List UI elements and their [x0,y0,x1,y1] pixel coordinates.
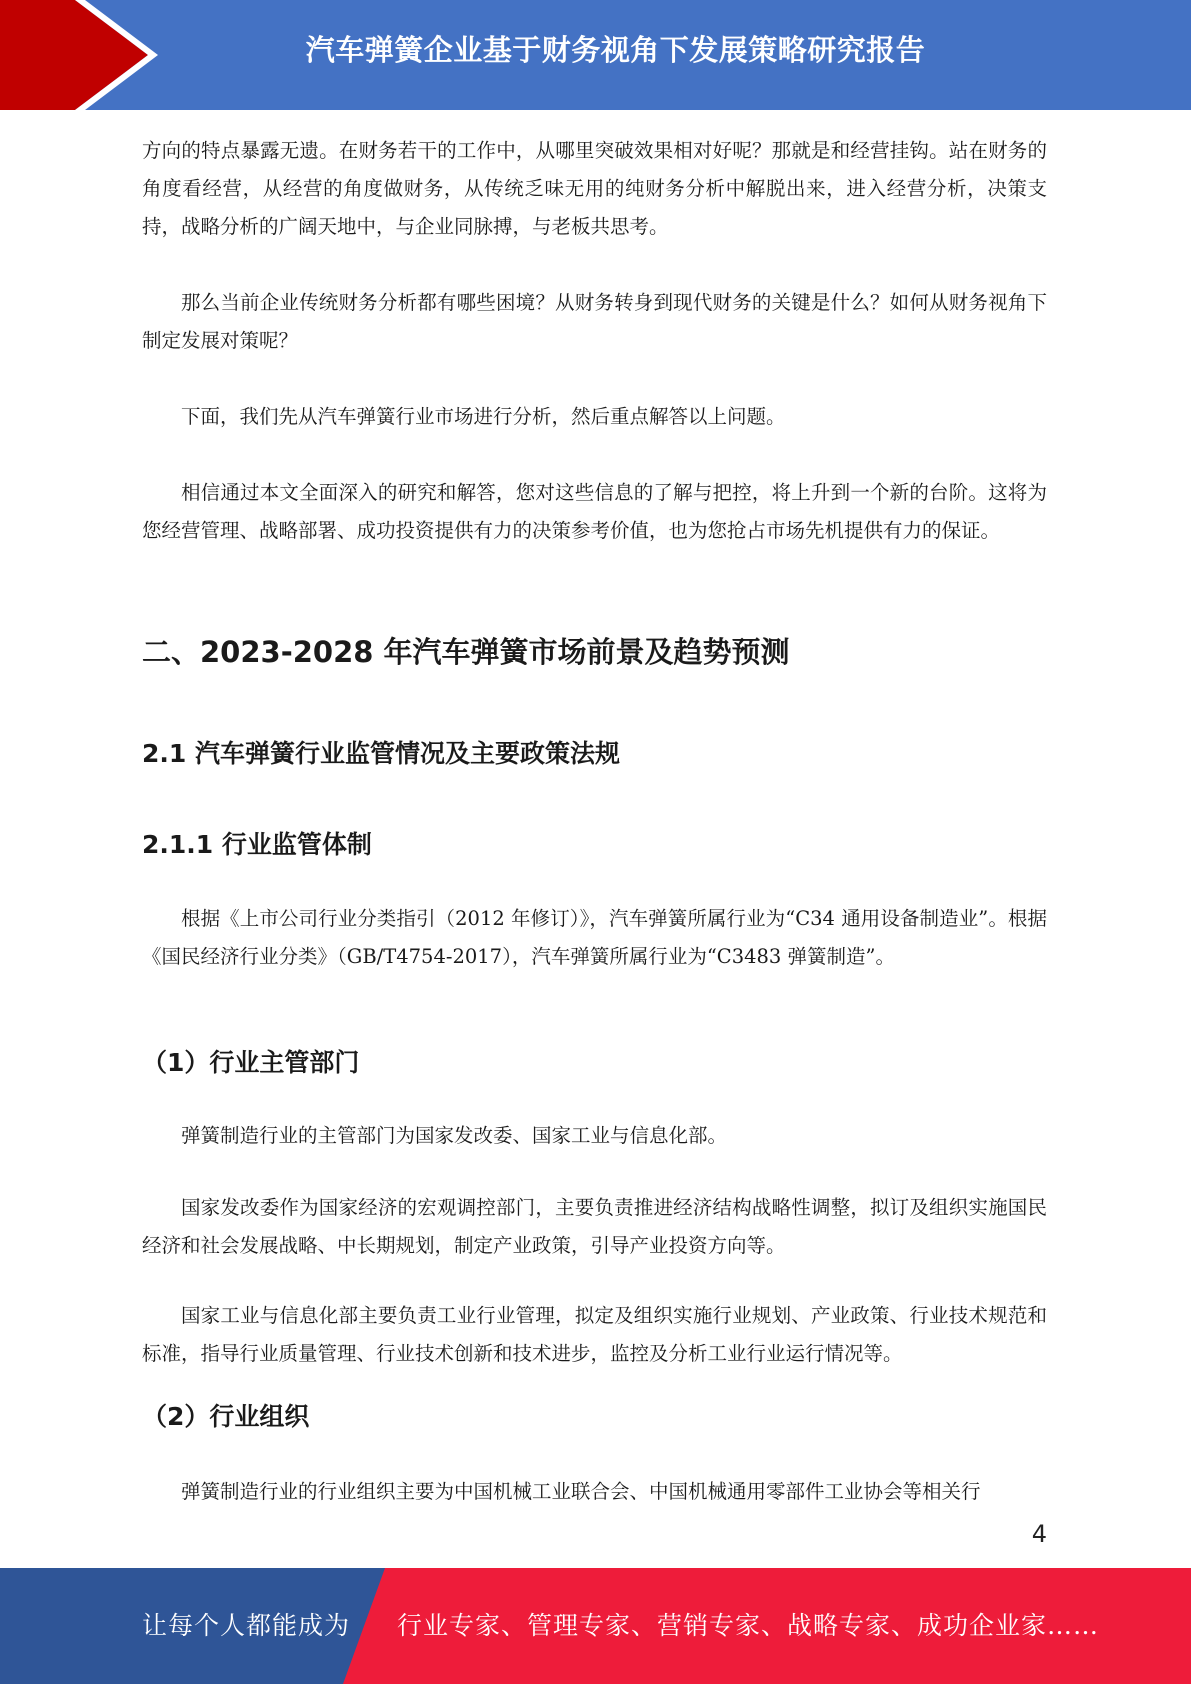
subsection-2-1-1-heading: 2.1.1 行业监管体制 [142,830,372,859]
subsection-heading [142,736,1047,772]
subsubsection-heading [142,827,1047,863]
paragraph [142,398,1047,436]
paragraph-text: 弹簧制造行业的主管部门为国家发改委、国家工业与信息化部。 [181,1124,728,1147]
paragraph [142,1473,1047,1511]
paragraph [142,1189,1047,1265]
subsection-2-1-heading: 2.1 汽车弹簧行业监管情况及主要政策法规 [142,739,620,768]
paragraph-text: 那么当前企业传统财务分析都有哪些困境？从财务转身到现代财务的关键是什么？如何从财务视角下制定发展对策呢？ [142,291,1047,352]
section-2-heading: 二、2023-2028 年汽车弹簧市场前景及趋势预测 [142,635,790,669]
section-heading [142,632,1047,672]
paragraph-text: 方向的特点暴露无遗。在财务若干的工作中，从哪里突破效果相对好呢？那就是和经营挂钩。站在财务的角度看经营，从经营的角度做财务，从传统乏味无用的纯财务分析中解脱出来，进入经营分析，决策支持，战略分析的广阔天地中，与企业同脉搏，与老板共思考。 [142,139,1047,238]
paragraph [142,900,1047,976]
paragraph-text: 下面，我们先从汽车弹簧行业市场进行分析，然后重点解答以上问题。 [181,405,786,428]
paragraph [142,284,1047,360]
footer-slogan-right: 行业专家、管理专家、营销专家、战略专家、成功企业家…… [397,1611,1100,1640]
paragraph-text: 国家发改委作为国家经济的宏观调控部门，主要负责推进经济结构战略性调整，拟订及组织实施国民经济和社会发展战略、中长期规划，制定产业政策，引导产业投资方向等。 [142,1196,1047,1257]
paragraph [142,474,1047,550]
paragraph-text: 根据《上市公司行业分类指引（2012 年修订）》，汽车弹簧所属行业为“C34 通用设备制造业”。根据《国民经济行业分类》（GB/T4754-2017），汽车弹簧所属行业为“C3483 弹簧制造”。 [142,907,1047,968]
page-number: 4 [1031,1520,1047,1548]
item-heading [142,1399,1047,1435]
paragraph [142,1297,1047,1373]
item-1-heading: （1）行业主管部门 [142,1048,360,1077]
paragraph-text: 弹簧制造行业的行业组织主要为中国机械工业联合会、中国机械通用零部件工业协会等相关行 [181,1480,981,1503]
header-red-chevron [0,0,160,110]
paragraph-text: 相信通过本文全面深入的研究和解答，您对这些信息的了解与把控，将上升到一个新的台阶。这将为您经营管理、战略部署、成功投资提供有力的决策参考价值，也为您抢占市场先机提供有力的保证。 [142,481,1047,542]
page-footer [0,1568,1191,1684]
paragraph [142,1117,1047,1155]
paragraph-text: 国家工业与信息化部主要负责工业行业管理，拟定及组织实施行业规划、产业政策、行业技术规范和标准，指导行业质量管理、行业技术创新和技术进步，监控及分析工业行业运行情况等。 [142,1304,1047,1365]
item-2-heading: （2）行业组织 [142,1402,310,1431]
footer-slogan-left: 让每个人都能成为 [142,1611,351,1640]
item-heading [142,1045,1047,1081]
page-header [0,0,1191,110]
report-title: 汽车弹簧企业基于财务视角下发展策略研究报告 [305,33,926,67]
paragraph [142,132,1047,246]
